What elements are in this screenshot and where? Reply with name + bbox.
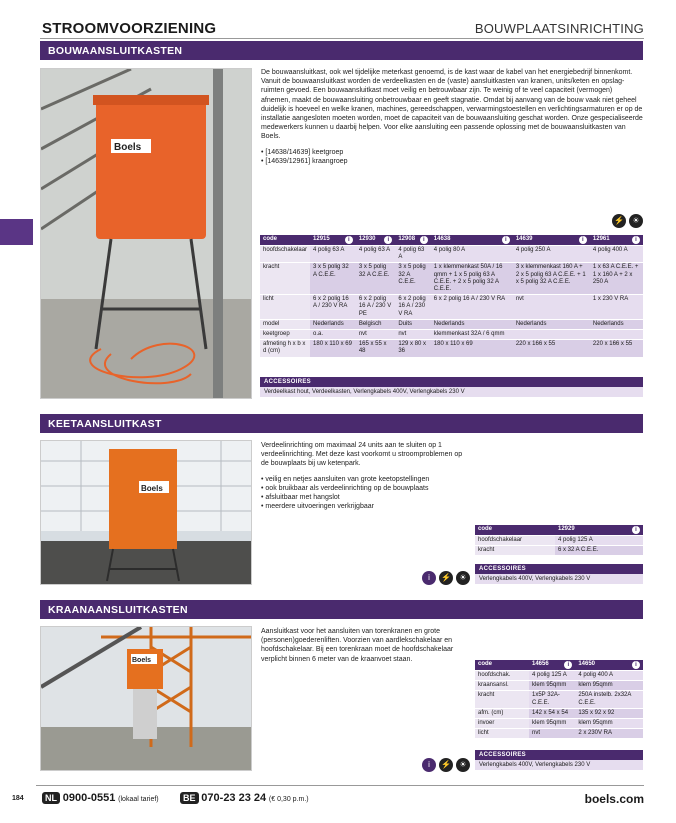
section2-bullets	[261, 475, 471, 512]
table-cell	[590, 330, 643, 340]
table-cell: nvt	[395, 330, 430, 340]
section2-spec-table	[475, 525, 643, 556]
table-cell: 1x5P 32A-C.E.E.	[529, 691, 575, 708]
table-header: 14639 i	[513, 235, 590, 246]
table-row	[260, 263, 643, 295]
table-cell: 6 x 2 polig 16 A / 230 V RA	[310, 295, 356, 320]
table-cell: 4 polig 250 A	[513, 246, 590, 263]
info-icon[interactable]: i	[420, 236, 428, 244]
info-icon[interactable]: i	[384, 236, 392, 244]
side-tab	[0, 219, 33, 245]
table-row	[475, 708, 643, 718]
table-cell: licht	[260, 295, 310, 320]
table-row	[475, 691, 643, 708]
table-cell: licht	[475, 729, 529, 739]
info-icon[interactable]: i	[564, 661, 572, 669]
table-cell: 142 x 54 x 54	[529, 708, 575, 718]
list-item: • veilig en netjes aansluiten van grote keetopstellingen	[261, 475, 471, 484]
table-row	[475, 729, 643, 739]
table-row	[475, 536, 643, 546]
table-row	[475, 681, 643, 691]
table-cell: 4 polig 125 A	[529, 671, 575, 681]
section2-accessories	[475, 564, 643, 584]
section3-text	[261, 627, 461, 670]
accessories-heading: ACCESSOIRES	[260, 377, 643, 387]
accessories-list[interactable]: Verlengkabels 400V, Verlengkabels 230 V	[475, 760, 643, 770]
list-item: • [14638/14639] keetgroep	[261, 148, 643, 157]
table-cell: 4 polig 400 A	[590, 246, 643, 263]
table-cell: 3 x 5 polig 32 A C.E.E.	[395, 263, 430, 295]
section-title-kraanaansluitkasten: KRAANAANSLUITKASTEN	[40, 600, 643, 619]
table-cell: nvt	[513, 295, 590, 320]
page-number: 184	[12, 795, 24, 802]
table-row	[260, 340, 643, 357]
info-icon[interactable]: i	[422, 758, 436, 772]
table-header: 14650 i	[575, 660, 643, 671]
info-icon[interactable]: i	[632, 661, 640, 669]
table-header: 12908 i	[395, 235, 430, 246]
table-cell: Nederlands	[431, 319, 513, 329]
table-row	[260, 330, 643, 340]
table-cell: hoofdschakelaar	[475, 536, 555, 546]
section3-accessories	[475, 750, 643, 770]
table-cell: nvt	[356, 330, 396, 340]
cable-icon: ☀	[456, 758, 470, 772]
info-icon[interactable]: i	[345, 236, 353, 244]
table-cell: afm. (cm)	[475, 708, 529, 718]
phone-nl-note: (lokaal tarief)	[118, 796, 159, 803]
table-row	[260, 246, 643, 263]
table-cell: 1 x 230 V RA	[590, 295, 643, 320]
photo-kraanaansluitkast	[40, 626, 252, 771]
section2-description: Verdeelinrichting om maximaal 24 units aan te sluiten op 1 verdeelinrichting. Met deze kast voorkomt u stroomproblemen op de bouwplaats bij uw ketenpark.	[261, 442, 463, 468]
table-cell: Nederlands	[310, 319, 356, 329]
section1-description: De bouwaansluitkast, ook wel tijdelijke meterkast genoemd, is de kast waar de kabel van het energiebedrijf binnenkomt. Vanuit de bouwaansluitkast worden de verdeelkasten en de (vaste) aansluitkasten van kranen, units/keten en opslag-ruimten gevoed. Een bouwaansluitkast moet veilig en betrouwbaar zijn. Te weinig of te veel capaciteit (vermogen) afnemen, maakt de bouwaansluiting onbetrouwbaar en geeft stagnatie. Omdat bij aanvang van de bouw vaak niet geheel duidelijk is hoeveel en welke kranen, machines, gereedschappen, verwarmingstoestellen en verlichtingsarmaturen er op de installatie aangesloten moeten worden, moet de capaciteit van de bouwaansluiting geschat worden. Onze gespecialiseerde medewerkers kunnen u daarbij helpen. Voor elke aansluiting een passende oplossing met de bouwaansluitkasten van Boels.	[261, 69, 643, 141]
table-cell: 165 x 55 x 48	[356, 340, 396, 357]
photo-keetaansluitkast	[40, 440, 252, 585]
table-header: code	[475, 660, 529, 671]
table-row	[475, 719, 643, 729]
info-icon[interactable]: i	[632, 236, 640, 244]
plug-icon: ⚡	[439, 758, 453, 772]
table-cell: 3 x klemmenkast 160 A + 2 x 5 polig 63 A C.E.E. + 1 x 5 polig 32 A C.E.E.	[513, 263, 590, 295]
table-cell: 220 x 166 x 55	[513, 340, 590, 357]
table-header: code	[260, 235, 310, 246]
photo3-logo: Boels	[132, 657, 152, 664]
table-header: code	[475, 525, 555, 536]
footer-divider	[36, 785, 644, 786]
table-cell: 2 x 230V RA	[575, 729, 643, 739]
table-cell: keetgroep	[260, 330, 310, 340]
website-link[interactable]: boels.com	[584, 792, 644, 806]
plug-icon: ⚡	[439, 571, 453, 585]
table-cell: 1 x klemmenkast 50A / 16 qmm + 1 x 5 polig 63 A C.E.E. + 2 x 5 polig 32 A C.E.E.	[431, 263, 513, 295]
photo-bouwaansluitkast	[40, 68, 252, 399]
table-cell: hoofdschak.	[475, 671, 529, 681]
table-header: 14638 i	[431, 235, 513, 246]
list-item: • meerdere uitvoeringen verkrijgbaar	[261, 502, 471, 511]
phone-be[interactable]: 070-23 23 24	[201, 792, 267, 804]
section3-description: Aansluitkast voor het aansluiten van torenkranen en grote (personen)goederenliften. Voorzien van aardlekschakelaar en hoofdschakelaar. Bij een torenkraan moet de hoofdschakelaar verplicht binnen 6 meter van de kraanvoet staan.	[261, 628, 454, 663]
list-item: • ook bruikbaar als verdeelinrichting op de bouwplaats	[261, 484, 471, 493]
table-cell: 4 polig 63 A	[395, 246, 430, 263]
list-item: • afsluitbaar met hangslot	[261, 493, 471, 502]
table-cell: 3 x 5 polig 32 A C.E.E.	[310, 263, 356, 295]
section-title-bouwaansluitkasten: BOUWAANSLUITKASTEN	[40, 41, 643, 60]
section1-bullets	[261, 148, 643, 166]
table-cell: Nederlands	[590, 319, 643, 329]
table-cell: 135 x 92 x 92	[575, 708, 643, 718]
table-cell: o.a.	[310, 330, 356, 340]
table-cell: invoer	[475, 719, 529, 729]
header-divider	[40, 38, 644, 39]
table-cell: nvt	[529, 729, 575, 739]
table-cell: klem 95qmm	[529, 719, 575, 729]
table-header: 12929 i	[555, 525, 643, 536]
accessories-list[interactable]: Verdeelkast hout, Verdeelkasten, Verlengkabels 400V, Verlengkabels 230 V	[260, 387, 643, 397]
page-title: STROOMVOORZIENING	[42, 20, 217, 37]
table-cell: afmeting h x b x d (cm)	[260, 340, 310, 357]
accessories-list[interactable]: Verlengkabels 400V, Verlengkabels 230 V	[475, 574, 643, 584]
list-item: • [14639/12961] kraangroep	[261, 157, 643, 166]
table-cell: 1 x 63 A C.E.E. + 1 x 160 A + 2 x 250 A	[590, 263, 643, 295]
table-cell: 4 polig 80 A	[431, 246, 513, 263]
country-code-be: BE	[180, 792, 199, 804]
table-cell: 4 polig 125 A	[555, 536, 643, 546]
table-cell: 6 x 2 polig 16 A / 230 V RA	[395, 295, 430, 320]
section1-accessories	[260, 377, 643, 397]
table-cell	[513, 330, 590, 340]
table-cell: kracht	[475, 691, 529, 708]
footer	[12, 790, 644, 810]
table-cell: kracht	[475, 546, 555, 556]
table-cell: Duits	[395, 319, 430, 329]
photo1-logo: Boels	[114, 142, 142, 153]
table-row	[475, 546, 643, 556]
table-cell: klem 95qmm	[529, 681, 575, 691]
accessories-heading: ACCESSOIRES	[475, 750, 643, 760]
page-category: BOUWPLAATSINRICHTING	[474, 21, 644, 36]
accessories-heading: ACCESSOIRES	[475, 564, 643, 574]
table-cell: klem 95qmm	[575, 681, 643, 691]
section1-text	[261, 68, 643, 166]
contact-nl	[42, 792, 159, 804]
section1-spec-table	[260, 235, 643, 358]
table-cell: 250A instelb. 2x32A C.E.E.	[575, 691, 643, 708]
table-row	[260, 319, 643, 329]
table-header: 12961 i	[590, 235, 643, 246]
table-header: 12930 i	[356, 235, 396, 246]
table-cell: 180 x 110 x 69	[310, 340, 356, 357]
table-header: 12915 i	[310, 235, 356, 246]
section2-text	[261, 441, 471, 511]
table-row	[260, 295, 643, 320]
table-header: 14656 i	[529, 660, 575, 671]
info-icon[interactable]: i	[502, 236, 510, 244]
table-cell: 3 x 5 polig 32 A C.E.E.	[356, 263, 396, 295]
table-cell: 129 x 80 x 36	[395, 340, 430, 357]
phone-be-note: (€ 0,30 p.m.)	[268, 796, 309, 803]
table-cell: Nederlands	[513, 319, 590, 329]
phone-nl[interactable]: 0900-0551	[62, 792, 116, 804]
info-icon[interactable]: i	[632, 526, 640, 534]
table-cell: 4 polig 63 A	[310, 246, 356, 263]
cable-icon: ☀	[456, 571, 470, 585]
table-cell: 180 x 110 x 69	[431, 340, 513, 357]
table-cell: Belgisch	[356, 319, 396, 329]
table-cell: model	[260, 319, 310, 329]
table-cell: 6 x 2 polig 16 A / 230 V RA	[431, 295, 513, 320]
info-icon[interactable]: i	[422, 571, 436, 585]
table-row	[475, 671, 643, 681]
section3-spec-table	[475, 660, 643, 739]
table-cell: klem 95qmm	[575, 719, 643, 729]
table-cell: 220 x 166 x 55	[590, 340, 643, 357]
plug-icon: ⚡	[612, 214, 626, 228]
cable-icon: ☀	[629, 214, 643, 228]
table-cell: 4 polig 400 A	[575, 671, 643, 681]
table-cell: klemmenkast 32A / 6 qmm	[431, 330, 513, 340]
table-cell: 4 polig 63 A	[356, 246, 396, 263]
photo2-logo: Boels	[141, 484, 163, 493]
section-title-keetaansluitkast: KEETAANSLUITKAST	[40, 414, 643, 433]
info-icon[interactable]: i	[579, 236, 587, 244]
table-cell: kraansansl.	[475, 681, 529, 691]
table-cell: hoofdschakelaar	[260, 246, 310, 263]
table-cell: kracht	[260, 263, 310, 295]
contact-be	[180, 792, 309, 804]
country-code-nl: NL	[42, 792, 60, 804]
table-cell: 6 x 32 A C.E.E.	[555, 546, 643, 556]
table-cell: 6 x 2 polig 16 A / 230 V PE	[356, 295, 396, 320]
